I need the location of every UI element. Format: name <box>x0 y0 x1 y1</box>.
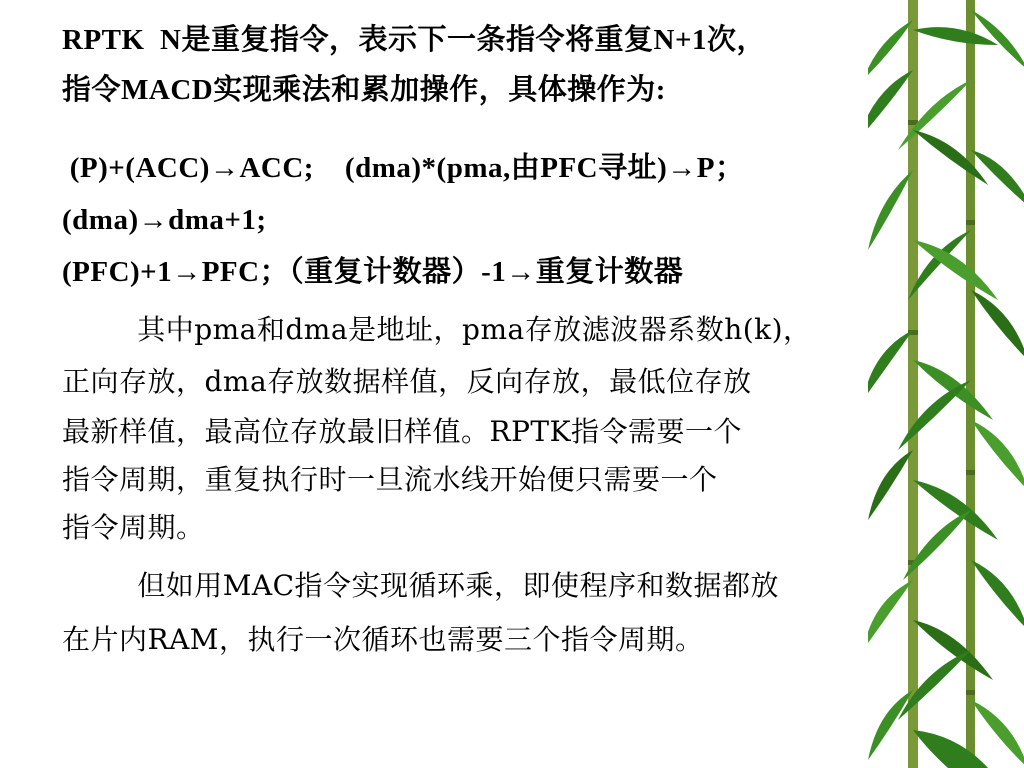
paragraph1-line-5: 指令周期。 <box>62 511 205 544</box>
paragraph2-line-1: 但如用MAC指令实现循环乘，即使程序和数据都放 <box>62 569 780 602</box>
paragraph1-line-1: 其中pma和dma是地址，pma存放滤波器系数h(k)， <box>62 313 812 346</box>
paragraph1-line-3: 最新样值，最高位存放最旧样值。RPTK指令需要一个 <box>62 415 743 448</box>
paragraph1-line-2: 正向存放，dma存放数据样值，反向存放，最低位存放 <box>62 365 752 398</box>
bamboo-leaves <box>868 10 1024 768</box>
intro-line-1: RPTK N是重复指令，表示下一条指令将重复N+1次， <box>62 24 766 56</box>
intro-line-2: 指令MACD实现乘法和累加操作，具体操作为: <box>62 74 666 106</box>
bamboo-decoration <box>868 0 1024 768</box>
operation-line-1: (P)+(ACC)→ACC; (dma)*(pma,由PFC寻址)→P； <box>62 152 745 184</box>
paragraph2-line-2: 在片内RAM，执行一次循环也需要三个指令周期。 <box>62 623 704 656</box>
operation-line-2: (dma)→dma+1; <box>62 204 267 236</box>
paragraph1-line-4: 指令周期，重复执行时一旦流水线开始便只需要一个 <box>62 463 718 496</box>
operation-line-3: (PFC)+1→PFC；（重复计数器）-1→重复计数器 <box>62 256 684 288</box>
